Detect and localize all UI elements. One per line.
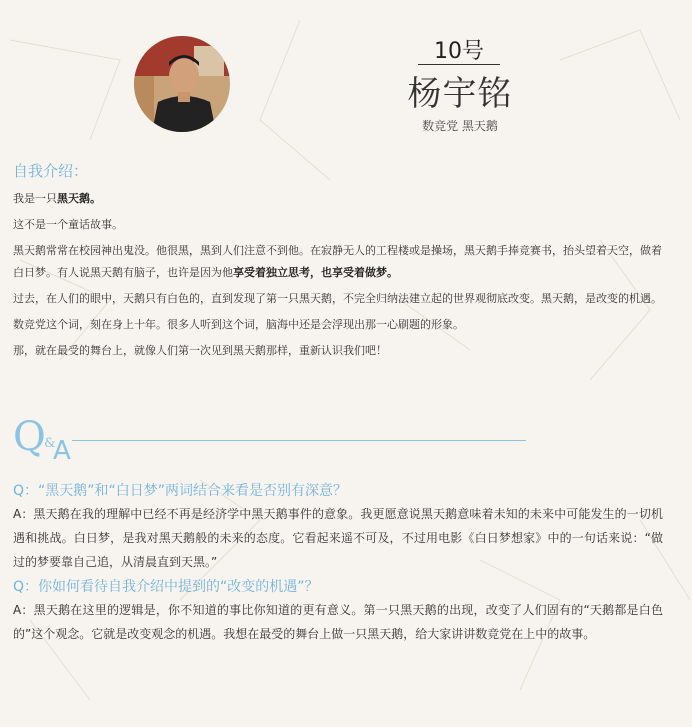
intro-paragraph: 数竞党这个词，刻在身上十年。很多人听到这个词，脑海中还是会浮现出那一心刷题的形象。	[13, 318, 464, 331]
intro-paragraph: 那，就在最受的舞台上，就像人们第一次见到黑天鹅那样，重新认识我们吧！	[13, 344, 387, 357]
intro-paragraph	[13, 240, 663, 284]
question: Q：“黑天鹅”和“白日梦”两词结合来看是否别有深意？	[13, 483, 348, 499]
intro-paragraph	[13, 188, 663, 210]
contestant-number: 10号	[434, 39, 484, 64]
intro-p3-bold: 享受着独立思考，也享受着做梦。	[233, 266, 398, 279]
profile-avatar	[134, 36, 230, 132]
qa-logo-q: Q	[13, 414, 46, 460]
contestant-name: 杨宇铭	[407, 74, 513, 114]
intro-title: 自我介绍：	[13, 162, 89, 180]
qa-logo-amp: &	[44, 436, 56, 451]
qa-section	[13, 480, 663, 648]
question: Q：你如何看待自我介绍中提到的“改变的机遇”？	[13, 579, 319, 595]
answer: A：黑天鹅在这里的逻辑是，你不知道的事比你知道的更有意义。第一只黑天鹅的出现，改变了人们固有的“天鹅都是白色的”这个观念。它就是改变观念的机遇。我想在最受的舞台上做一只黑天鹅，给大家讲讲数竞党在上中的故事。	[13, 603, 663, 641]
answer: A：黑天鹅在我的理解中已经不再是经济学中黑天鹅事件的意象。我更愿意说黑天鹅意味着未知的未来中可能发生的一切机遇和挑战。白日梦，是我对黑天鹅般的未来的态度。它看起来遥不可及，不过用电影《白日梦想家》中的一句话来说：“做过的梦要靠自己追，从清晨直到天黑。”	[13, 507, 663, 569]
qa-divider	[72, 440, 526, 441]
contestant-organization: 数竞党 黑天鹅	[422, 119, 498, 133]
number-underline	[418, 64, 500, 65]
intro-p1-text: 我是一只	[13, 192, 57, 205]
intro-paragraph: 过去，在人们的眼中，天鹅只有白色的，直到发现了第一只黑天鹅，不完全归纳法建立起的世界观彻底改变。黑天鹅，是改变的机遇。	[13, 292, 662, 305]
intro-paragraph: 这不是一个童话故事。	[13, 218, 123, 231]
profile-header	[0, 0, 692, 150]
intro-text	[13, 188, 663, 366]
qa-logo	[13, 414, 83, 470]
intro-p3-text: 黑天鹅常常在校园神出鬼没。他很黑，黑到人们注意不到他。在寂静无人的工程楼或是操场，黑天鹅手捧竞赛书，抬头望着天空，做着白日梦。有人说黑天鹅有脑子，也许是因为他	[13, 244, 662, 279]
intro-p1-bold: 黑天鹅。	[57, 192, 101, 205]
qa-logo-a: A	[53, 436, 71, 466]
